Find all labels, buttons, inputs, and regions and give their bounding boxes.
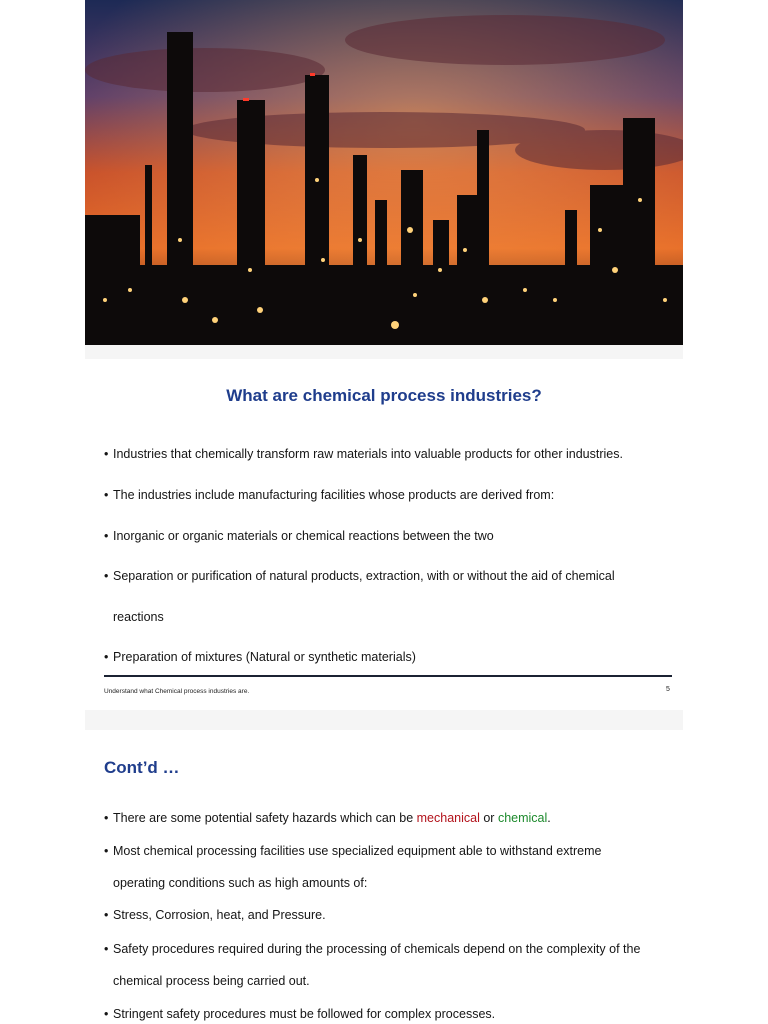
slide-divider-strip bbox=[85, 710, 683, 730]
refinery-sunset-image bbox=[85, 0, 683, 345]
bullet-item: • Inorganic or organic materials or chemical reactions between the two bbox=[104, 529, 494, 543]
bullet-item: • Stringent safety procedures must be followed for complex processes. bbox=[104, 1007, 496, 1021]
slide-title-contd: Cont’d … bbox=[104, 758, 180, 777]
bullet-item: • Most chemical processing facilities use specialized equipment able to withstand extreme bbox=[104, 844, 602, 858]
bullet-continuation: operating conditions such as high amounts of: bbox=[113, 876, 368, 890]
mechanical-highlight: mechanical bbox=[416, 811, 480, 825]
bullet-item: • Preparation of mixtures (Natural or synthetic materials) bbox=[104, 650, 416, 664]
footer-rule bbox=[104, 675, 672, 677]
chemical-highlight: chemical bbox=[497, 811, 548, 825]
slide-title: What are chemical process industries? bbox=[226, 386, 542, 405]
bullet-item: • Stress, Corrosion, heat, and Pressure. bbox=[104, 908, 326, 922]
slide-divider-strip bbox=[85, 345, 683, 359]
bullet-item: • There are some potential safety hazards which can be mechanical or chemical. bbox=[104, 811, 551, 825]
bullet-item: • Safety procedures required during the processing of chemicals depend on the complexity of the bbox=[104, 942, 641, 956]
bullet-item: • Separation or purification of natural products, extraction, with or without the aid of chemical bbox=[104, 569, 615, 583]
bullet-continuation: chemical process being carried out. bbox=[113, 974, 310, 988]
bullet-item: • Industries that chemically transform raw materials into valuable products for other industries. bbox=[104, 447, 623, 461]
bullet-continuation: reactions bbox=[113, 610, 164, 624]
slide-footer: Understand what Chemical process industries are. bbox=[104, 688, 250, 695]
page-number: 5 bbox=[666, 686, 670, 693]
bullet-item: • The industries include manufacturing facilities whose products are derived from: bbox=[104, 488, 555, 502]
